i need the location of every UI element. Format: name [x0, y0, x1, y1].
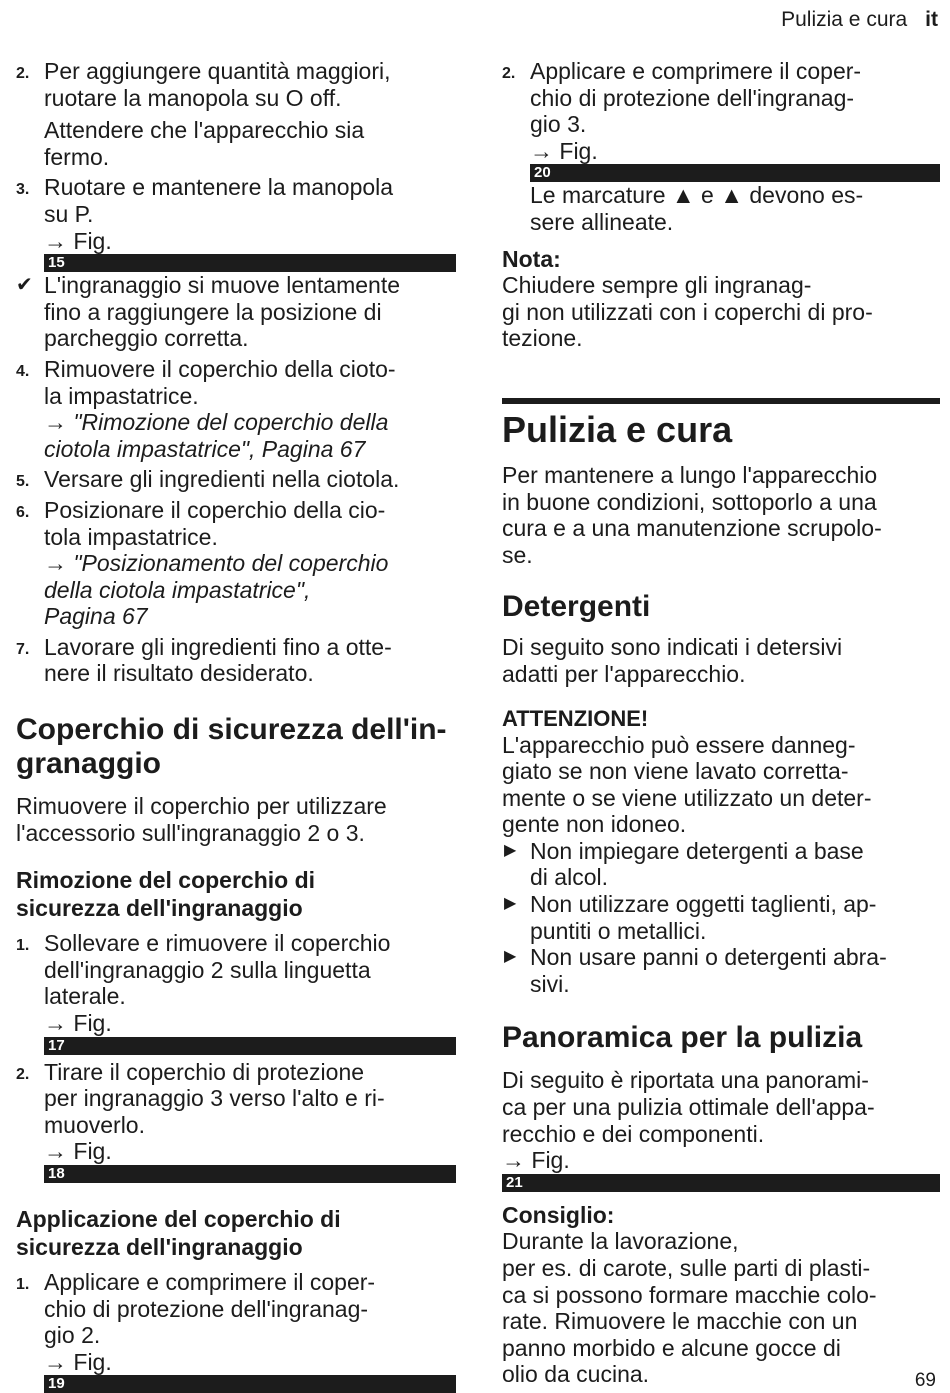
bullet-triangle-icon: ▶	[504, 895, 517, 913]
left-column	[16, 58, 456, 1393]
figure-reference: → Fig. 18	[44, 1138, 456, 1183]
alignment-marks-text: Le marcature ▲ e ▲ devono es-	[530, 182, 864, 209]
figure-number-badge: 15	[44, 254, 456, 272]
section-heading-cover: Coperchio di sicurezza dell'in- granaggio	[16, 713, 447, 781]
tip: Consiglio: Durante la lavorazione, per es. di carote, sulle parti di plasti- ca si possono formare macchie colo- rate. Rimuovere le macchie con un panno morbido e alcune gocce di olio da cucina.	[502, 1202, 940, 1388]
step-text: Per aggiungere quantità maggiori,	[44, 58, 391, 84]
step-number: 2.	[16, 1065, 30, 1083]
cross-reference-link[interactable]: Pagina 67	[44, 603, 148, 630]
step-text: su P.	[44, 200, 94, 227]
figure-number-badge: 21	[502, 1174, 940, 1192]
step-4: 4. Rimuovere il coperchio della cioto- la impastatrice. → "Rimozione del coperchio della ciotola impastatrice", Pagina 67	[16, 356, 456, 462]
step-number: 2.	[16, 65, 30, 82]
step-3	[16, 174, 456, 272]
step-result: ✔ L'ingranaggio si muove lentamente fino a raggiungere la posizione di parcheggio corretta.	[16, 272, 401, 352]
caution-text: L'apparecchio può essere danneg- giato se non viene lavato corretta- mente o se viene utilizzato un deter- gente non idoneo.	[502, 731, 872, 838]
bullet-triangle-icon: ▶	[504, 841, 517, 859]
figure-reference: → Fig. 19	[44, 1349, 456, 1393]
step-5: 5. Versare gli ingredienti nella ciotola.	[16, 466, 456, 493]
step-2	[16, 58, 456, 111]
header-section: Pulizia e cura	[781, 8, 908, 31]
step-number: 1.	[16, 1276, 30, 1293]
subheading-removal: Rimozione del coperchio di sicurezza dell'ingranaggio	[16, 867, 316, 922]
figure-number-badge: 19	[44, 1375, 456, 1393]
tip-label: Consiglio:	[502, 1201, 615, 1228]
step-text: Ruotare e mantenere la manopola	[44, 174, 394, 201]
figure-reference: → Fig. 20	[530, 138, 940, 183]
step-text: fermo.	[44, 143, 110, 170]
step-number: 4.	[16, 362, 30, 380]
step-7: 7. Lavorare gli ingredienti fino a otte- nere il risultato desiderato.	[16, 633, 392, 687]
cross-reference-link[interactable]: → "Posizionamento del coperchio	[44, 550, 389, 577]
figure-reference: → Fig. 15	[44, 228, 456, 273]
step-text: Attendere che l'apparecchio sia	[44, 117, 365, 144]
step-number: 2.	[502, 65, 516, 82]
section-heading-detergents: Detergenti	[502, 590, 651, 624]
figure-number-badge: 17	[44, 1037, 456, 1055]
figure-number-badge: 18	[44, 1165, 456, 1183]
step-number: 1.	[16, 937, 30, 955]
checkmark-icon: ✔	[16, 274, 33, 297]
cover-intro: Rimuovere il coperchio per utilizzare l'accessorio sull'ingranaggio 2 o 3.	[16, 793, 387, 846]
page-number: 69	[914, 1370, 936, 1391]
cross-reference-link[interactable]: ciotola impastatrice", Pagina 67	[44, 435, 366, 462]
apply-step-1: 1. Applicare e comprimere il coper- chio di protezione dell'ingranag- gio 2. → Fig. 19	[16, 1269, 456, 1393]
note: Nota: Chiudere sempre gli ingranag- gi non utilizzati con i coperchi di pro- tezione.	[502, 246, 940, 352]
apply-step-2: 2. Applicare e comprimere il coper- chio di protezione dell'ingranag- gio 3. → Fig. 20 Le marcature ▲ e ▲ devono es- sere allineate.	[502, 58, 940, 236]
cross-reference-link[interactable]: della ciotola impastatrice",	[44, 576, 311, 603]
chapter-intro: Per mantenere a lungo l'apparecchio in buone condizioni, sottoporlo a una cura e a una manutenzione scrupolo- se.	[502, 461, 882, 568]
section-heading-overview: Panoramica per la pulizia	[502, 1021, 863, 1055]
right-column	[502, 58, 940, 1388]
figure-reference: → Fig. 17	[44, 1010, 456, 1055]
header-language: it	[925, 8, 938, 31]
detergents-text: Di seguito sono indicati i detersivi adatti per l'apparecchio.	[502, 634, 843, 687]
step-number: 5.	[16, 473, 30, 491]
bullet-triangle-icon: ▶	[504, 948, 517, 966]
bullet-item: ▶ Non impiegare detergenti a base di alcol.	[504, 837, 864, 891]
figure-number-badge: 20	[530, 164, 940, 182]
bullet-item: ▶ Non utilizzare oggetti taglienti, ap- puntiti o metallici.	[504, 891, 877, 944]
bullet-item: ▶ Non usare panni o detergenti abra- sivi.	[504, 944, 887, 997]
removal-step-1: 1. Sollevare e rimuovere il coperchio dell'ingranaggio 2 sulla linguetta laterale. → Fig. 17	[16, 930, 456, 1054]
chapter-title: Pulizia e cura	[502, 408, 733, 450]
running-header	[781, 8, 938, 32]
section-rule	[502, 398, 940, 404]
cross-reference-link[interactable]: → "Rimozione del coperchio della	[44, 409, 389, 436]
overview-text: Di seguito è riportata una panorami- ca per una pulizia ottimale dell'appa- recchio e dei componenti. → Fig. 21	[502, 1067, 940, 1191]
caution-label: ATTENZIONE!	[502, 705, 649, 731]
step-number: 6.	[16, 503, 30, 521]
figure-reference: → Fig. 21	[502, 1147, 940, 1192]
removal-step-2: 2. Tirare il coperchio di protezione per ingranaggio 3 verso l'alto e ri- muoverlo. → Fig. 18	[16, 1059, 456, 1183]
subheading-apply: Applicazione del coperchio di sicurezza dell'ingranaggio	[16, 1206, 341, 1260]
step-number: 3.	[16, 181, 30, 199]
step-text: ruotare la manopola su O off.	[44, 84, 342, 111]
step-2-continuation	[16, 117, 456, 170]
step-6: 6. Posizionare il coperchio della cio- tola impastatrice. → "Posizionamento del coperchio della ciotola impastatrice", Pagina 67	[16, 497, 456, 630]
step-number: 7.	[16, 640, 30, 658]
note-label: Nota:	[502, 245, 561, 272]
